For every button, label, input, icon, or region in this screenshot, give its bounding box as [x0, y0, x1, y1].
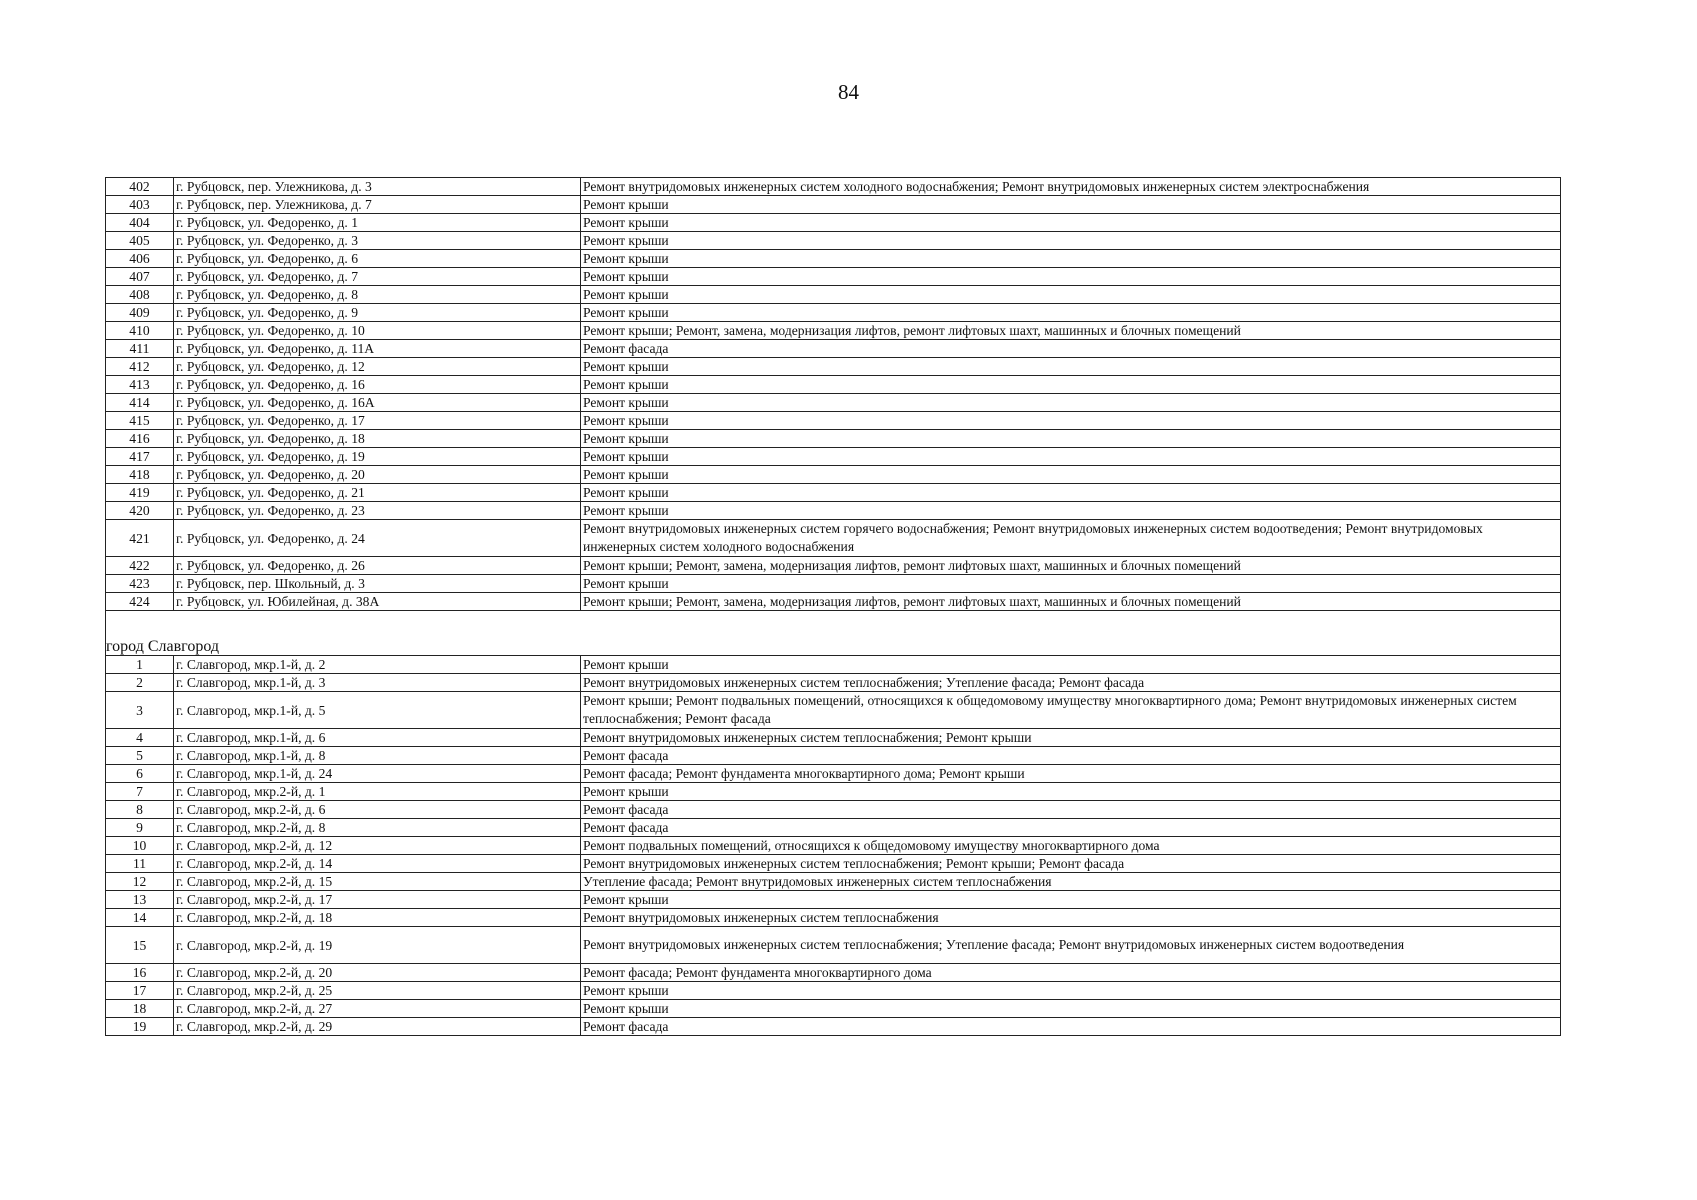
- row-number: 6: [106, 765, 174, 783]
- table-row: [106, 466, 1561, 484]
- row-works: Ремонт внутридомовых инженерных систем холодного водоснабжения; Ремонт внутридомовых инженерных систем электроснабжения: [581, 178, 1561, 196]
- row-number: 7: [106, 783, 174, 801]
- row-address: г. Славгород, мкр.1-й, д. 3: [174, 674, 581, 692]
- table-row: [106, 747, 1561, 765]
- row-address: г. Рубцовск, ул. Федоренко, д. 21: [174, 484, 581, 502]
- row-works: Ремонт внутридомовых инженерных систем теплоснабжения; Утепление фасада; Ремонт фасада: [581, 674, 1561, 692]
- table-row: [106, 891, 1561, 909]
- row-number: 424: [106, 593, 174, 611]
- row-number: 12: [106, 873, 174, 891]
- row-address: г. Рубцовск, ул. Федоренко, д. 9: [174, 304, 581, 322]
- row-number: 9: [106, 819, 174, 837]
- row-number: 422: [106, 557, 174, 575]
- row-works: Ремонт крыши: [581, 358, 1561, 376]
- row-address: г. Рубцовск, ул. Юбилейная, д. 38А: [174, 593, 581, 611]
- row-works: Ремонт фасада: [581, 801, 1561, 819]
- row-number: 5: [106, 747, 174, 765]
- row-works: Ремонт фасада: [581, 747, 1561, 765]
- row-number: 408: [106, 286, 174, 304]
- works-table-container: [105, 177, 1560, 1036]
- row-number: 8: [106, 801, 174, 819]
- table-row: [106, 304, 1561, 322]
- table-row: [106, 837, 1561, 855]
- row-number: 4: [106, 729, 174, 747]
- row-works: Ремонт фасада; Ремонт фундамента многоквартирного дома: [581, 964, 1561, 982]
- row-address: г. Рубцовск, ул. Федоренко, д. 10: [174, 322, 581, 340]
- row-address: г. Рубцовск, ул. Федоренко, д. 20: [174, 466, 581, 484]
- row-address: г. Рубцовск, пер. Школьный, д. 3: [174, 575, 581, 593]
- table-row: [106, 340, 1561, 358]
- row-number: 423: [106, 575, 174, 593]
- row-number: 14: [106, 909, 174, 927]
- row-address: г. Рубцовск, ул. Федоренко, д. 6: [174, 250, 581, 268]
- row-number: 2: [106, 674, 174, 692]
- row-address: г. Славгород, мкр.2-й, д. 6: [174, 801, 581, 819]
- section-header-row: [106, 611, 1561, 656]
- table-row: [106, 783, 1561, 801]
- row-works: Ремонт внутридомовых инженерных систем теплоснабжения; Утепление фасада; Ремонт внутридомовых инженерных систем водоотведения: [581, 927, 1561, 964]
- row-address: г. Славгород, мкр.1-й, д. 24: [174, 765, 581, 783]
- row-address: г. Славгород, мкр.2-й, д. 18: [174, 909, 581, 927]
- row-address: г. Рубцовск, ул. Федоренко, д. 7: [174, 268, 581, 286]
- table-row: [106, 873, 1561, 891]
- table-row: [106, 729, 1561, 747]
- row-address: г. Славгород, мкр.1-й, д. 6: [174, 729, 581, 747]
- table-row: [106, 593, 1561, 611]
- row-works: Ремонт крыши: [581, 394, 1561, 412]
- row-address: г. Рубцовск, ул. Федоренко, д. 24: [174, 520, 581, 557]
- row-number: 407: [106, 268, 174, 286]
- row-number: 404: [106, 214, 174, 232]
- row-works: Ремонт крыши: [581, 783, 1561, 801]
- table-row: [106, 376, 1561, 394]
- row-address: г. Славгород, мкр.2-й, д. 14: [174, 855, 581, 873]
- row-works: Ремонт крыши: [581, 268, 1561, 286]
- table-row: [106, 855, 1561, 873]
- row-address: г. Славгород, мкр.2-й, д. 1: [174, 783, 581, 801]
- works-table-body: [106, 178, 1561, 1036]
- table-row: [106, 1000, 1561, 1018]
- table-row: [106, 214, 1561, 232]
- row-address: г. Рубцовск, ул. Федоренко, д. 8: [174, 286, 581, 304]
- row-address: г. Рубцовск, ул. Федоренко, д. 17: [174, 412, 581, 430]
- row-number: 403: [106, 196, 174, 214]
- row-address: г. Славгород, мкр.1-й, д. 8: [174, 747, 581, 765]
- row-works: Ремонт крыши: [581, 891, 1561, 909]
- section-title: город Славгород: [106, 611, 1561, 656]
- row-number: 19: [106, 1018, 174, 1036]
- row-number: 410: [106, 322, 174, 340]
- table-row: [106, 412, 1561, 430]
- table-row: [106, 982, 1561, 1000]
- row-address: г. Рубцовск, ул. Федоренко, д. 19: [174, 448, 581, 466]
- row-number: 405: [106, 232, 174, 250]
- row-works: Ремонт крыши; Ремонт, замена, модернизация лифтов, ремонт лифтовых шахт, машинных и блочных помещений: [581, 593, 1561, 611]
- row-number: 411: [106, 340, 174, 358]
- row-address: г. Рубцовск, ул. Федоренко, д. 1: [174, 214, 581, 232]
- table-row: [106, 322, 1561, 340]
- table-row: [106, 250, 1561, 268]
- row-address: г. Рубцовск, ул. Федоренко, д. 11А: [174, 340, 581, 358]
- row-number: 419: [106, 484, 174, 502]
- row-works: Утепление фасада; Ремонт внутридомовых инженерных систем теплоснабжения: [581, 873, 1561, 891]
- row-number: 409: [106, 304, 174, 322]
- page-number: 84: [838, 80, 859, 104]
- row-number: 415: [106, 412, 174, 430]
- table-row: [106, 358, 1561, 376]
- row-address: г. Рубцовск, пер. Улежникова, д. 7: [174, 196, 581, 214]
- row-number: 1: [106, 656, 174, 674]
- row-works: Ремонт крыши: [581, 304, 1561, 322]
- row-works: Ремонт крыши: [581, 466, 1561, 484]
- row-number: 402: [106, 178, 174, 196]
- row-works: Ремонт фасада: [581, 819, 1561, 837]
- table-row: [106, 765, 1561, 783]
- row-works: Ремонт фасада; Ремонт фундамента многоквартирного дома; Ремонт крыши: [581, 765, 1561, 783]
- table-row: [106, 502, 1561, 520]
- row-works: Ремонт крыши: [581, 575, 1561, 593]
- table-row: [106, 656, 1561, 674]
- table-row: [106, 286, 1561, 304]
- table-row: [106, 692, 1561, 729]
- row-address: г. Рубцовск, ул. Федоренко, д. 16: [174, 376, 581, 394]
- row-works: Ремонт крыши: [581, 232, 1561, 250]
- row-works: Ремонт внутридомовых инженерных систем теплоснабжения: [581, 909, 1561, 927]
- row-address: г. Рубцовск, ул. Федоренко, д. 18: [174, 430, 581, 448]
- row-address: г. Славгород, мкр.2-й, д. 25: [174, 982, 581, 1000]
- table-row: [106, 178, 1561, 196]
- table-row: [106, 1018, 1561, 1036]
- row-works: Ремонт фасада: [581, 1018, 1561, 1036]
- row-works: Ремонт крыши: [581, 448, 1561, 466]
- row-number: 420: [106, 502, 174, 520]
- row-address: г. Славгород, мкр.2-й, д. 17: [174, 891, 581, 909]
- row-address: г. Рубцовск, ул. Федоренко, д. 16А: [174, 394, 581, 412]
- row-number: 417: [106, 448, 174, 466]
- row-address: г. Славгород, мкр.1-й, д. 2: [174, 656, 581, 674]
- table-row: [106, 927, 1561, 964]
- row-address: г. Рубцовск, ул. Федоренко, д. 26: [174, 557, 581, 575]
- row-address: г. Славгород, мкр.2-й, д. 29: [174, 1018, 581, 1036]
- row-works: Ремонт крыши: [581, 250, 1561, 268]
- row-number: 15: [106, 927, 174, 964]
- row-address: г. Рубцовск, ул. Федоренко, д. 3: [174, 232, 581, 250]
- row-works: Ремонт крыши: [581, 502, 1561, 520]
- row-number: 13: [106, 891, 174, 909]
- row-number: 414: [106, 394, 174, 412]
- row-number: 418: [106, 466, 174, 484]
- works-table: [105, 177, 1561, 1036]
- table-row: [106, 430, 1561, 448]
- row-address: г. Славгород, мкр.2-й, д. 15: [174, 873, 581, 891]
- row-works: Ремонт крыши; Ремонт, замена, модернизация лифтов, ремонт лифтовых шахт, машинных и блочных помещений: [581, 557, 1561, 575]
- table-row: [106, 448, 1561, 466]
- table-row: [106, 268, 1561, 286]
- row-works: Ремонт крыши: [581, 656, 1561, 674]
- table-row: [106, 394, 1561, 412]
- row-address: г. Рубцовск, ул. Федоренко, д. 12: [174, 358, 581, 376]
- row-works: Ремонт крыши: [581, 214, 1561, 232]
- table-row: [106, 196, 1561, 214]
- table-row: [106, 819, 1561, 837]
- table-row: [106, 575, 1561, 593]
- table-row: [106, 801, 1561, 819]
- row-number: 17: [106, 982, 174, 1000]
- row-works: Ремонт крыши; Ремонт, замена, модернизация лифтов, ремонт лифтовых шахт, машинных и блочных помещений: [581, 322, 1561, 340]
- row-works: Ремонт крыши: [581, 196, 1561, 214]
- row-number: 421: [106, 520, 174, 557]
- row-number: 18: [106, 1000, 174, 1018]
- row-works: Ремонт крыши: [581, 286, 1561, 304]
- row-works: Ремонт крыши: [581, 376, 1561, 394]
- row-number: 10: [106, 837, 174, 855]
- row-address: г. Рубцовск, ул. Федоренко, д. 23: [174, 502, 581, 520]
- row-works: Ремонт крыши: [581, 430, 1561, 448]
- row-address: г. Славгород, мкр.2-й, д. 12: [174, 837, 581, 855]
- row-works: Ремонт крыши; Ремонт подвальных помещений, относящихся к общедомовому имуществу многоквартирного дома; Ремонт внутридомовых инженерных систем теплоснабжения; Ремонт фасада: [581, 692, 1561, 729]
- row-works: Ремонт крыши: [581, 484, 1561, 502]
- row-works: Ремонт внутридомовых инженерных систем теплоснабжения; Ремонт крыши: [581, 729, 1561, 747]
- row-number: 412: [106, 358, 174, 376]
- row-number: 416: [106, 430, 174, 448]
- row-works: Ремонт внутридомовых инженерных систем горячего водоснабжения; Ремонт внутридомовых инженерных систем водоотведения; Ремонт внутридомовых инженерных систем холодного водоснабжения: [581, 520, 1561, 557]
- row-number: 16: [106, 964, 174, 982]
- row-address: г. Славгород, мкр.2-й, д. 8: [174, 819, 581, 837]
- row-address: г. Славгород, мкр.1-й, д. 5: [174, 692, 581, 729]
- row-address: г. Славгород, мкр.2-й, д. 19: [174, 927, 581, 964]
- row-works: Ремонт подвальных помещений, относящихся к общедомовому имуществу многоквартирного дома: [581, 837, 1561, 855]
- table-row: [106, 964, 1561, 982]
- row-number: 406: [106, 250, 174, 268]
- row-number: 3: [106, 692, 174, 729]
- row-number: 11: [106, 855, 174, 873]
- row-works: Ремонт крыши: [581, 412, 1561, 430]
- row-address: г. Рубцовск, пер. Улежникова, д. 3: [174, 178, 581, 196]
- row-works: Ремонт крыши: [581, 982, 1561, 1000]
- table-row: [106, 557, 1561, 575]
- row-address: г. Славгород, мкр.2-й, д. 27: [174, 1000, 581, 1018]
- row-address: г. Славгород, мкр.2-й, д. 20: [174, 964, 581, 982]
- row-number: 413: [106, 376, 174, 394]
- table-row: [106, 674, 1561, 692]
- table-row: [106, 520, 1561, 557]
- table-row: [106, 909, 1561, 927]
- row-works: Ремонт фасада: [581, 340, 1561, 358]
- table-row: [106, 484, 1561, 502]
- row-works: Ремонт крыши: [581, 1000, 1561, 1018]
- table-row: [106, 232, 1561, 250]
- row-works: Ремонт внутридомовых инженерных систем теплоснабжения; Ремонт крыши; Ремонт фасада: [581, 855, 1561, 873]
